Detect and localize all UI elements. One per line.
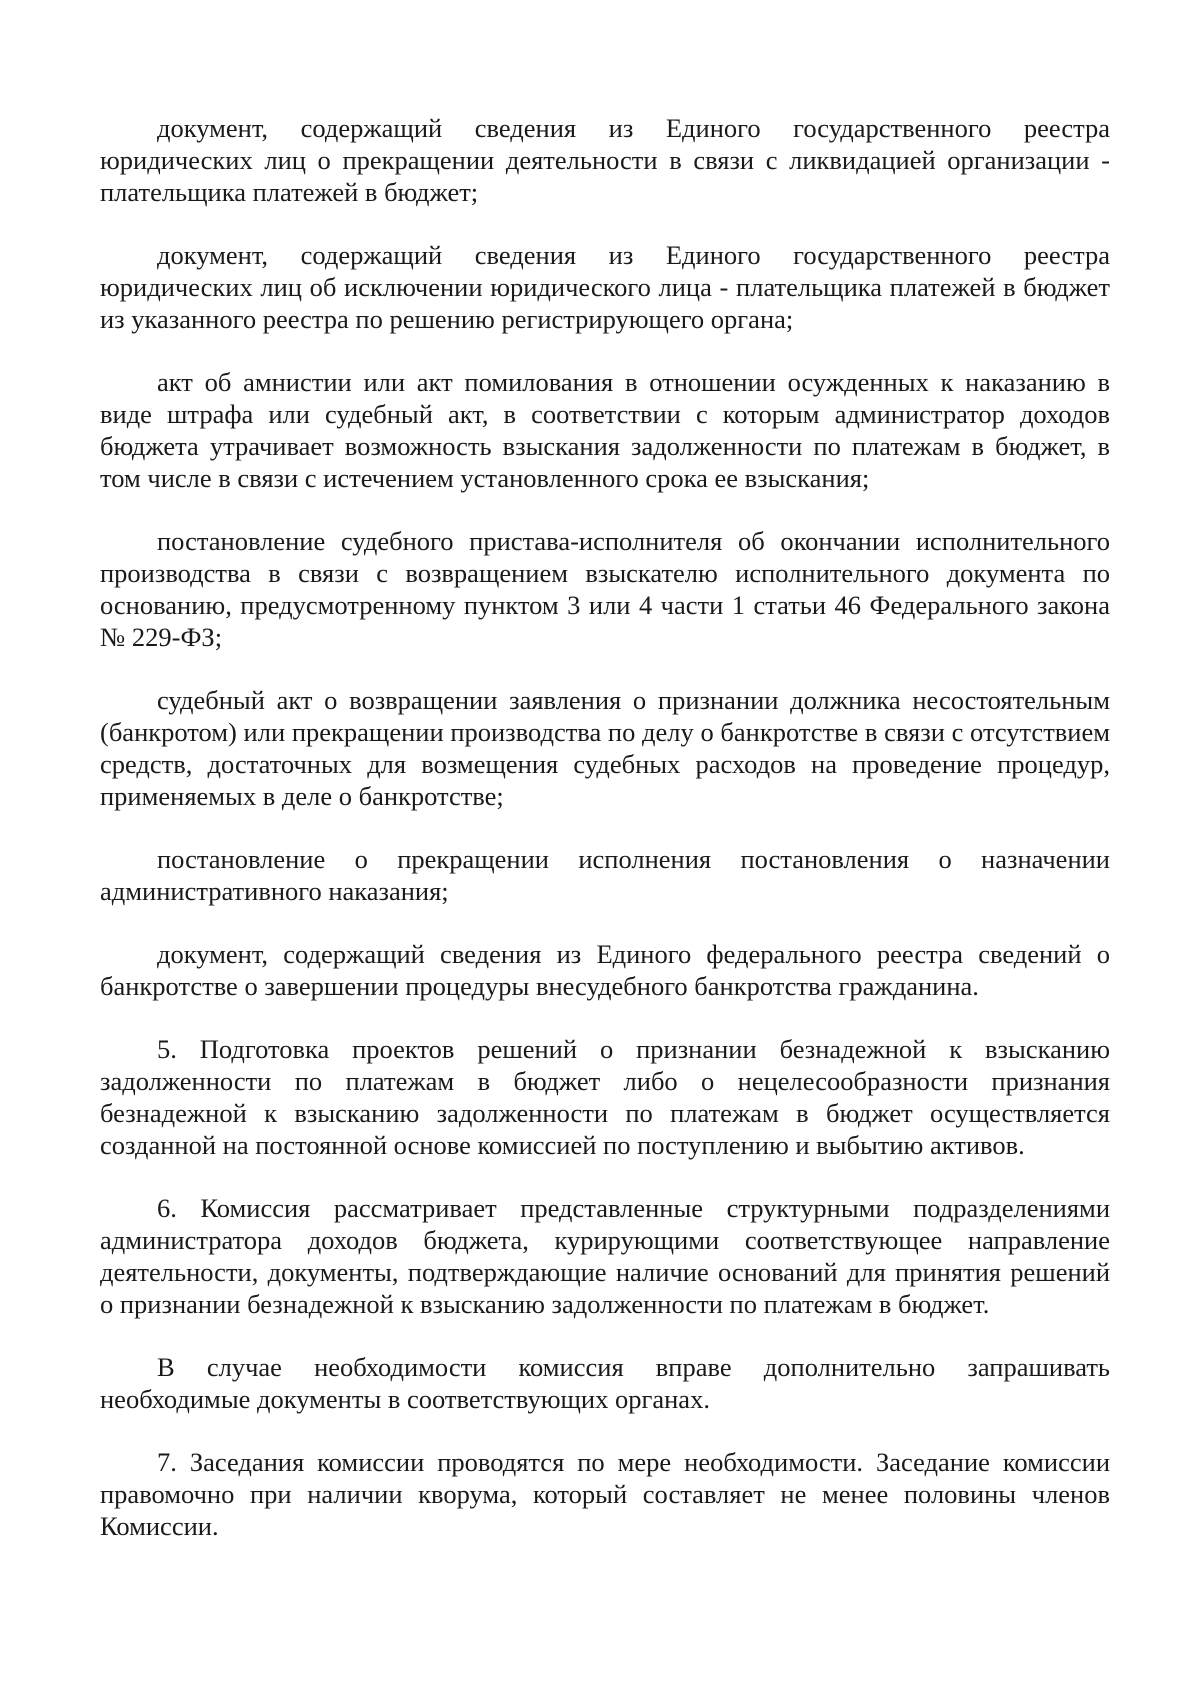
paragraph-additional-request: В случае необходимости комиссия вправе дополнительно запрашивать необходимые документы в соответствующих органах. [100,1352,1110,1414]
paragraph-item-6: 6. Комиссия рассматривает представленные структурными подразделениями администратора доходов бюджета, курирующими соответствующее направление деятельности, документы, подтверждающие наличие оснований для принятия решений о признании безнадежной к взысканию задолженности по платежам в бюджет. [100,1193,1110,1319]
paragraph-item-7: 7. Заседания комиссии проводятся по мере необходимости. Заседание комиссии правомочно при наличии кворума, который составляет не менее половины членов Комиссии. [100,1447,1110,1541]
paragraph-amnesty-act: акт об амнистии или акт помилования в отношении осужденных к наказанию в виде штрафа или судебный акт, в соответствии с которым администратор доходов бюджета утрачивает возможность взыскания задолженности по платежам в бюджет, в том числе в связи с истечением установленного срока ее взыскания; [100,367,1110,493]
paragraph-egrul-exclusion: документ, содержащий сведения из Единого государственного реестра юридических лиц об исключении юридического лица - плательщика платежей в бюджет из указанного реестра по решению регистрирующего органа; [100,240,1110,334]
paragraph-item-5: 5. Подготовка проектов решений о признании безнадежной к взысканию задолженности по платежам в бюджет либо о нецелесообразности признания безнадежной к взысканию задолженности по платежам в бюджет осуществляется созданной на постоянной основе комиссией по поступлению и выбытию активов. [100,1034,1110,1160]
document-body [100,112,1110,1573]
paragraph-egrul-liquidation: документ, содержащий сведения из Единого государственного реестра юридических лиц о прекращении деятельности в связи с ликвидацией организации - плательщика платежей в бюджет; [100,113,1110,207]
paragraph-termination-resolution: постановление о прекращении исполнения постановления о назначении административного наказания; [100,844,1110,906]
paragraph-bailiff-resolution: постановление судебного пристава-исполнителя об окончании исполнительного производства в связи с возвращением взыскателю исполнительного документа по основанию, предусмотренному пунктом 3 или 4 части 1 статьи 46 Федерального закона № 229-ФЗ; [100,526,1110,652]
paragraph-extrajudicial-bankruptcy: документ, содержащий сведения из Единого федерального реестра сведений о банкротстве о завершении процедуры внесудебного банкротства гражданина. [100,939,1110,1001]
paragraph-bankruptcy-court-act: судебный акт о возвращении заявления о признании должника несостоятельным (банкротом) или прекращении производства по делу о банкротстве в связи с отсутствием средств, достаточных для возмещения судебных расходов на проведение процедур, применяемых в деле о банкротстве; [100,685,1110,811]
